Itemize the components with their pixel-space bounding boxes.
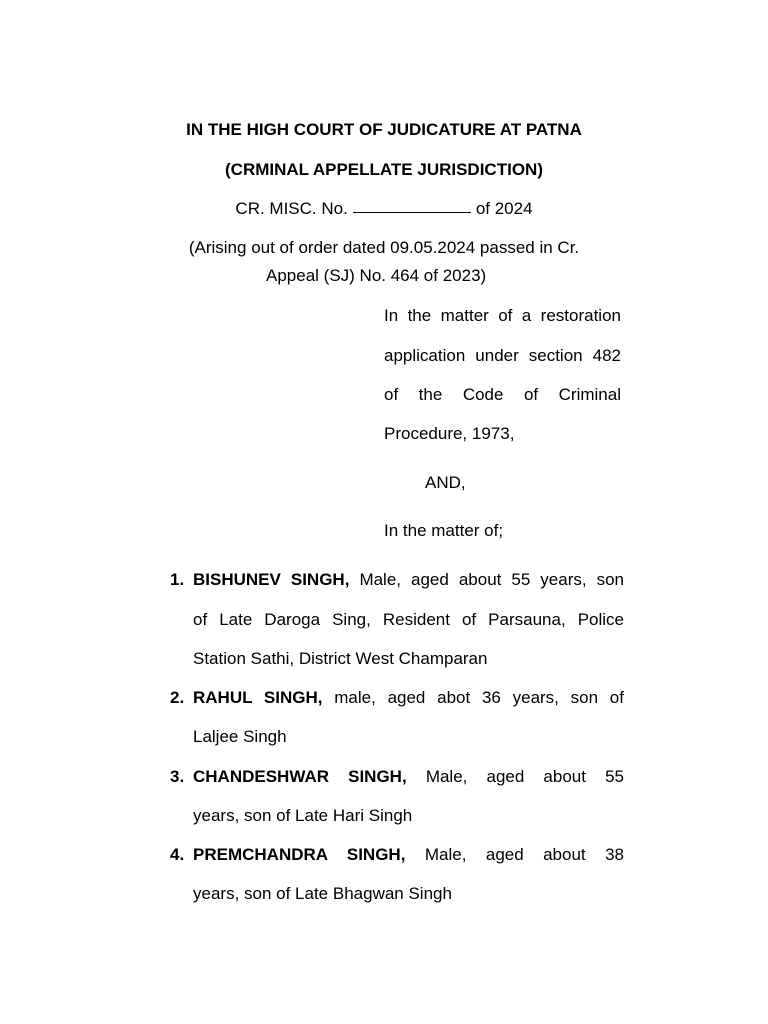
party-line: years, son of Late Bhagwan Singh xyxy=(193,884,452,903)
party-line: years, son of Late Hari Singh xyxy=(193,806,413,825)
party-line xyxy=(193,767,624,787)
court-title: IN THE HIGH COURT OF JUDICATURE AT PATNA xyxy=(186,120,582,139)
party-text: Male, aged about 55 years, son xyxy=(359,570,624,589)
party-text: male, aged abot 36 years, son of xyxy=(334,688,624,707)
party-line: Laljee Singh xyxy=(193,727,287,746)
party-line xyxy=(193,570,624,590)
case-number-blank xyxy=(353,211,471,213)
party-number: 1. xyxy=(170,570,185,589)
and-separator: AND, xyxy=(425,473,466,492)
party-number: 4. xyxy=(170,845,185,864)
party-name: PREMCHANDRA SINGH, xyxy=(193,845,406,864)
in-matter-of: In the matter of; xyxy=(384,521,504,540)
party-number: 3. xyxy=(170,767,185,786)
party-name: CHANDESHWAR SINGH, xyxy=(193,767,407,786)
matter-line: of the Code of Criminal xyxy=(384,385,621,404)
party-text: Male, aged about 55 xyxy=(425,767,624,786)
case-number-suffix: of 2024 xyxy=(475,199,533,218)
matter-line: In the matter of a restoration xyxy=(384,306,621,325)
party-number: 2. xyxy=(170,688,185,707)
party-text: Male, aged about 38 xyxy=(424,845,624,864)
party-line xyxy=(193,688,624,708)
case-number-prefix: CR. MISC. No. xyxy=(235,199,348,218)
jurisdiction-title: (CRMINAL APPELLATE JURISDICTION) xyxy=(225,160,543,179)
party-line: Station Sathi, District West Champaran xyxy=(193,649,488,668)
party-name: BISHUNEV SINGH, xyxy=(193,570,350,589)
party-line xyxy=(193,845,624,865)
party-name: RAHUL SINGH, xyxy=(193,688,323,707)
arising-line-2: Appeal (SJ) No. 464 of 2023) xyxy=(266,266,487,285)
matter-line: application under section 482 xyxy=(384,346,621,365)
arising-line-1: (Arising out of order dated 09.05.2024 passed in Cr. xyxy=(188,238,580,257)
party-line: of Late Daroga Sing, Resident of Parsauna, Police xyxy=(193,610,624,629)
matter-line: Procedure, 1973, xyxy=(384,424,515,443)
case-number-line xyxy=(0,199,768,219)
